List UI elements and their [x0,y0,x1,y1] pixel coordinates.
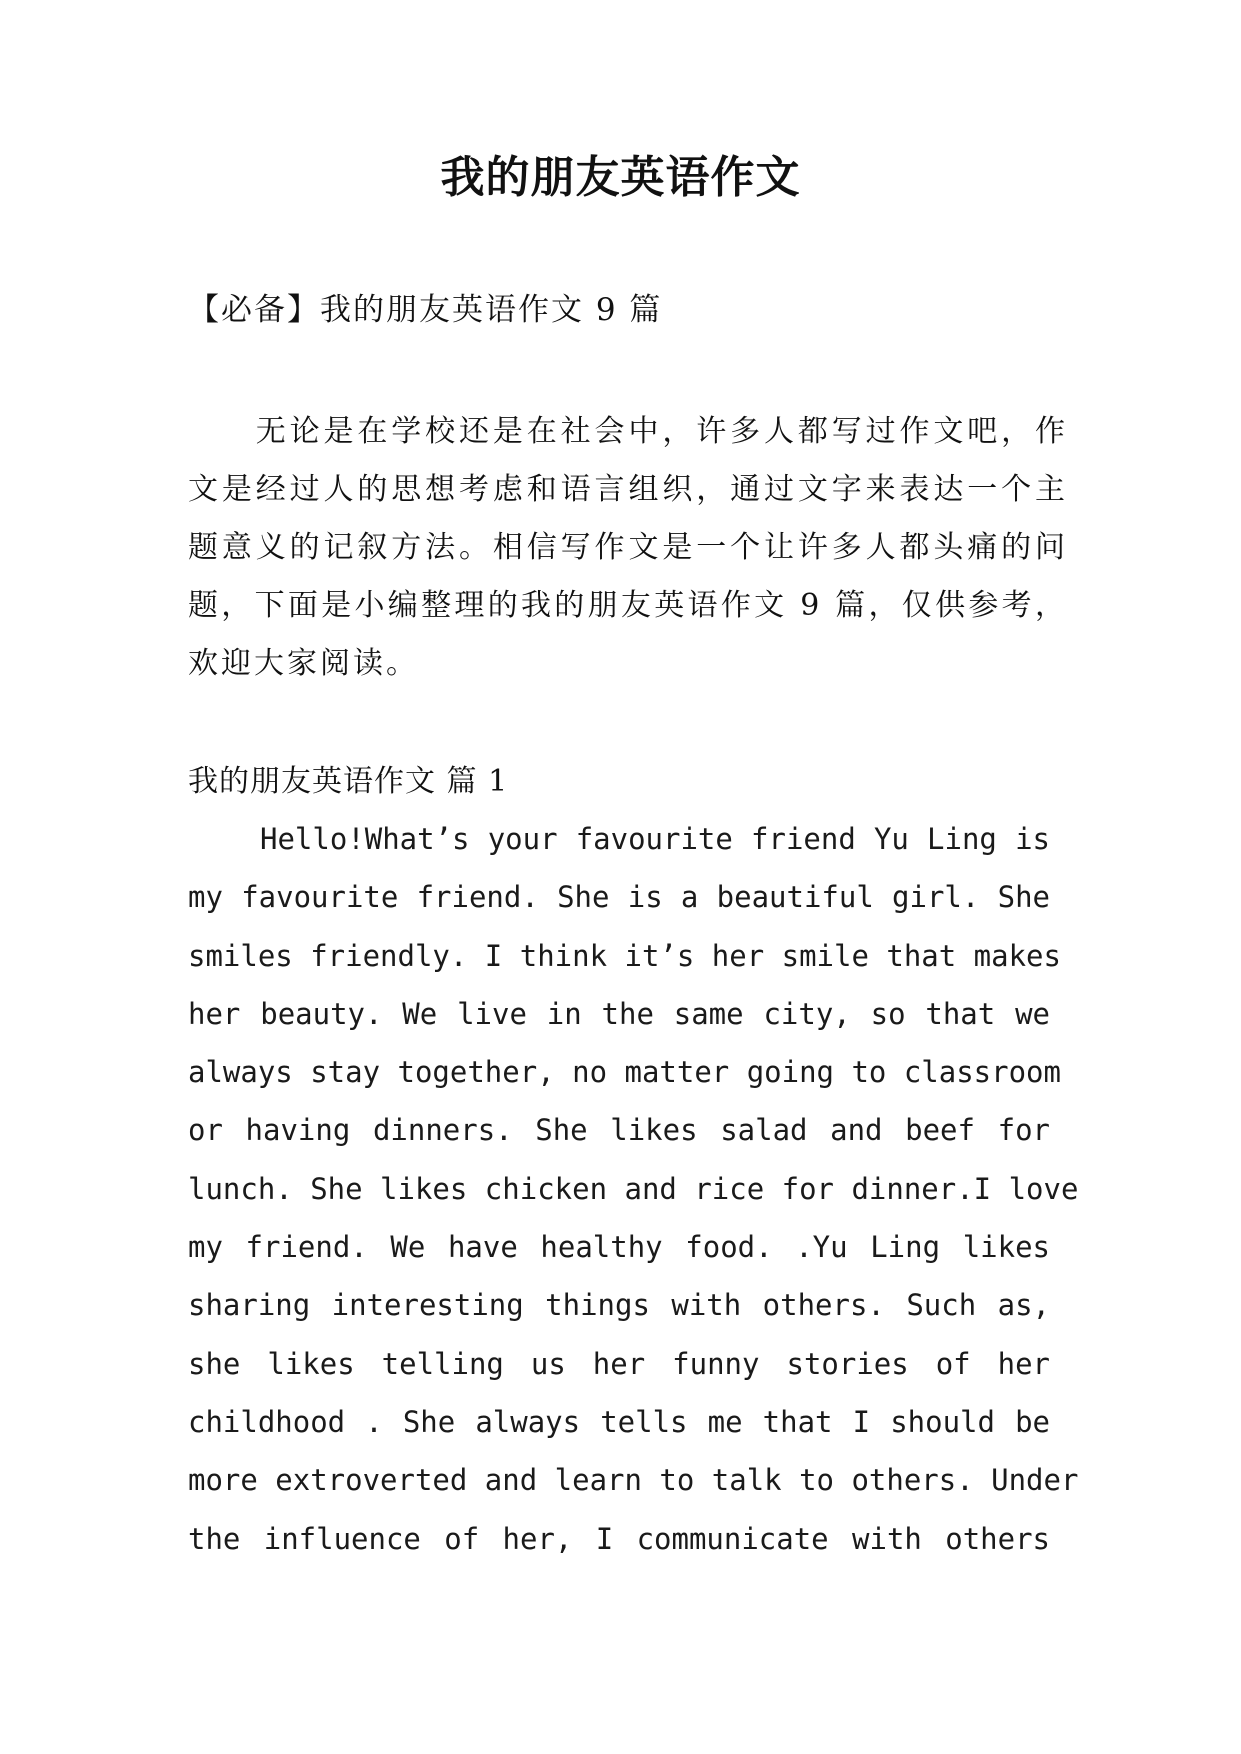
intro-line: 题，下面是小编整理的我的朋友英语作文 9 篇，仅供参考， [188,588,1068,623]
essay-line: smiles friendly. I think it’s her smile that makes [188,938,1061,973]
intro-line: 无论是在学校还是在社会中，许多人都写过作文吧，作 [188,414,1068,449]
essay-line: lunch. She likes chicken and rice for dinner.I love [188,1171,1079,1206]
essay-line: her beauty. We live in the same city, so that we [188,996,1050,1031]
intro-line: 文是经过人的思想考虑和语言组织，通过文字来表达一个主 [188,472,1068,507]
intro-paragraph [188,403,1068,693]
essay-line: my friend. We have healthy food. .Yu Ling likes [188,1230,1050,1265]
page-title: 我的朋友英语作文 [440,152,801,203]
essay-line: my favourite friend. She is a beautiful girl. She [188,880,1050,915]
essay-line: the influence of her, I communicate with others [188,1521,1050,1556]
essay-line: always stay together, no matter going to classroom [188,1055,1061,1090]
section-heading: 我的朋友英语作文 篇 1 [188,764,509,799]
document-subtitle: 【必备】我的朋友英语作文 9 篇 [188,292,663,328]
essay-line: sharing interesting things with others. Such as, [188,1288,1050,1323]
essay-line: or having dinners. She likes salad and beef for [188,1113,1050,1148]
essay-line: she likes telling us her funny stories of her [188,1346,1050,1381]
essay-body [188,810,1079,1568]
intro-line: 欢迎大家阅读。 [188,646,419,681]
essay-line: more extroverted and learn to talk to others. Under [188,1463,1079,1498]
intro-line: 题意义的记叙方法。相信写作文是一个让许多人都头痛的问 [188,530,1068,565]
essay-line: Hello!What’s your favourite friend Yu Ling is [260,822,1050,856]
essay-line: childhood . She always tells me that I should be [188,1404,1050,1439]
